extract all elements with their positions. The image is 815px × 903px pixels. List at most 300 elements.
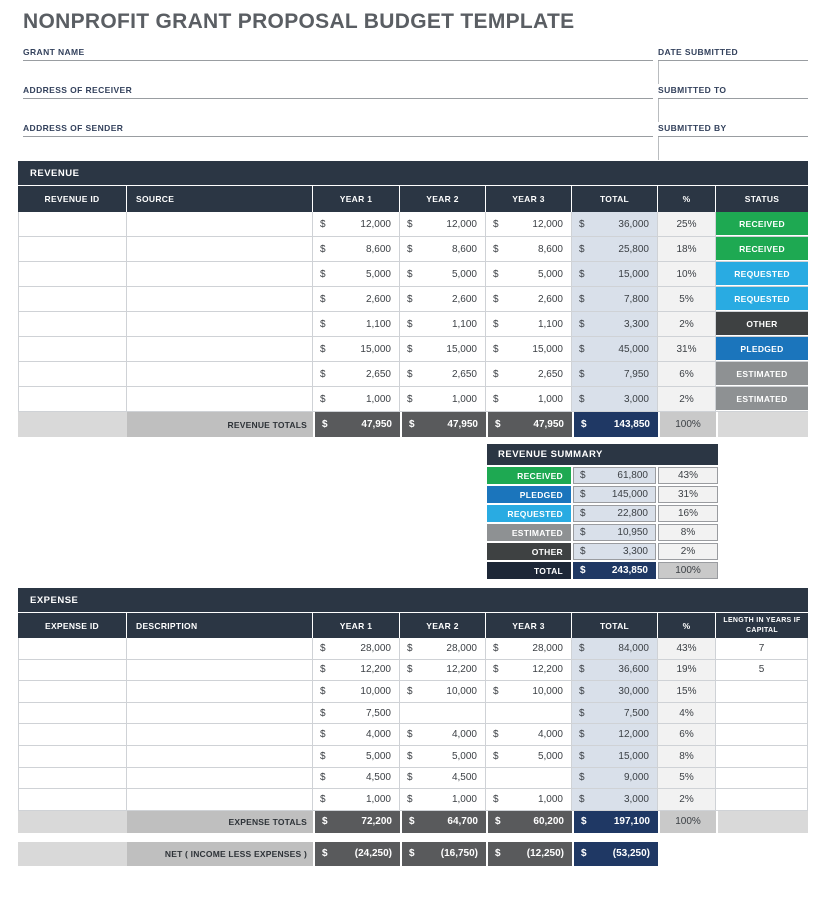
year2-cell[interactable] [400, 287, 486, 311]
amount: 2,600 [537, 293, 563, 305]
currency-symbol: $ [320, 664, 326, 676]
year3-cell[interactable] [486, 724, 572, 745]
revenue-id-cell[interactable] [18, 337, 127, 361]
amount: 197,100 [613, 816, 650, 828]
year1-cell[interactable] [313, 212, 400, 236]
summary-amount-cell [573, 562, 656, 579]
amount: (53,250) [612, 848, 650, 860]
currency-symbol: $ [493, 268, 499, 280]
address-of-receiver-input[interactable] [23, 99, 653, 122]
currency-symbol: $ [407, 268, 413, 280]
amount: 5,000 [537, 268, 563, 280]
totals-year2-cell [400, 412, 486, 437]
percent-cell: 6% [658, 724, 716, 745]
currency-symbol: $ [493, 642, 499, 654]
currency-symbol: $ [407, 664, 413, 676]
status-cell [716, 287, 808, 311]
currency-symbol: $ [579, 368, 585, 380]
summary-percent-cell: 8% [658, 524, 718, 541]
year3-cell[interactable] [486, 387, 572, 411]
currency-symbol: $ [493, 243, 499, 255]
description-cell[interactable] [127, 746, 313, 767]
amount: 45,000 [618, 343, 649, 355]
status-badge[interactable]: REQUESTED [716, 262, 808, 285]
currency-symbol: $ [409, 419, 415, 430]
amount: 143,850 [613, 419, 650, 430]
year2-cell[interactable] [400, 212, 486, 236]
totals-total-cell [572, 811, 658, 833]
amount: 145,000 [611, 489, 648, 500]
status-cell [716, 212, 808, 236]
field-row-grant-name [23, 47, 808, 84]
year3-cell[interactable] [486, 337, 572, 361]
currency-symbol: $ [579, 772, 585, 784]
expense-id-cell[interactable] [18, 703, 127, 724]
submitted-to-label: SUBMITTED TO [658, 85, 808, 99]
source-cell[interactable] [127, 312, 313, 336]
expense-id-cell[interactable] [18, 724, 127, 745]
description-cell[interactable] [127, 681, 313, 702]
currency-symbol: $ [493, 293, 499, 305]
col-header-year-2: YEAR 2 [400, 186, 486, 212]
status-badge[interactable]: PLEDGED [716, 337, 808, 360]
currency-symbol: $ [579, 707, 585, 719]
amount: 12,200 [446, 664, 477, 676]
total-cell [572, 660, 658, 681]
summary-percent-cell: 43% [658, 467, 718, 484]
year3-cell[interactable] [486, 768, 572, 789]
total-cell [572, 746, 658, 767]
address-of-receiver-label: ADDRESS OF RECEIVER [23, 85, 653, 99]
summary-total-row [487, 562, 718, 581]
amount: (16,750) [440, 848, 478, 860]
amount: (24,250) [354, 848, 392, 860]
year3-cell[interactable] [486, 212, 572, 236]
year2-cell[interactable] [400, 789, 486, 810]
expense-id-cell[interactable] [18, 768, 127, 789]
year1-cell[interactable] [313, 287, 400, 311]
currency-symbol: $ [579, 793, 585, 805]
currency-symbol: $ [495, 419, 501, 430]
amount: 36,000 [618, 218, 649, 230]
amount: 15,000 [446, 343, 477, 355]
year3-cell[interactable] [486, 237, 572, 261]
address-of-sender-input[interactable] [23, 137, 653, 160]
total-cell [572, 703, 658, 724]
year1-cell[interactable] [313, 387, 400, 411]
summary-percent-cell: 31% [658, 486, 718, 503]
totals-label: EXPENSE TOTALS [127, 811, 313, 833]
currency-symbol: $ [320, 343, 326, 355]
currency-symbol: $ [407, 642, 413, 654]
year2-cell[interactable] [400, 262, 486, 286]
summary-row [487, 505, 718, 524]
amount: 64,700 [447, 816, 478, 828]
year2-cell[interactable] [400, 746, 486, 767]
description-cell[interactable] [127, 703, 313, 724]
revenue-id-cell[interactable] [18, 387, 127, 411]
source-cell[interactable] [127, 212, 313, 236]
amount: 84,000 [618, 642, 649, 654]
revenue-id-cell[interactable] [18, 212, 127, 236]
total-cell [572, 724, 658, 745]
col-header-year-3: YEAR 3 [486, 186, 572, 212]
expense-id-cell[interactable] [18, 746, 127, 767]
totals-year2-cell [400, 811, 486, 833]
revenue-row [18, 262, 808, 287]
expense-id-cell[interactable] [18, 681, 127, 702]
expense-row [18, 660, 808, 682]
currency-symbol: $ [581, 816, 587, 828]
length-in-years-cell[interactable]: 5 [716, 660, 808, 681]
percent-cell: 25% [658, 212, 716, 236]
totals-status-spacer-cell [716, 412, 808, 437]
expense-id-cell[interactable] [18, 789, 127, 810]
source-cell[interactable] [127, 262, 313, 286]
expense-row [18, 724, 808, 746]
currency-symbol: $ [407, 729, 413, 741]
currency-symbol: $ [320, 685, 326, 697]
year1-cell[interactable] [313, 681, 400, 702]
year1-cell[interactable] [313, 703, 400, 724]
currency-symbol: $ [581, 848, 587, 860]
col-header-length-in-years: LENGTH IN YEARS IF CAPITAL [723, 617, 801, 634]
description-cell[interactable] [127, 724, 313, 745]
currency-symbol: $ [493, 393, 499, 405]
currency-symbol: $ [322, 848, 328, 860]
currency-symbol: $ [580, 508, 586, 519]
currency-symbol: $ [409, 848, 415, 860]
totals-year3-cell [486, 412, 572, 437]
year3-cell[interactable] [486, 789, 572, 810]
year1-cell[interactable] [313, 746, 400, 767]
date-submitted-label: DATE SUBMITTED [658, 47, 808, 61]
currency-symbol: $ [580, 470, 586, 481]
currency-symbol: $ [407, 368, 413, 380]
year1-cell[interactable] [313, 312, 400, 336]
amount: 7,950 [623, 368, 649, 380]
currency-symbol: $ [493, 368, 499, 380]
total-cell [572, 287, 658, 311]
amount: 7,800 [623, 293, 649, 305]
currency-symbol: $ [407, 772, 413, 784]
amount: 8,600 [451, 243, 477, 255]
amount: 9,000 [623, 772, 649, 784]
amount: 1,100 [451, 318, 477, 330]
currency-symbol: $ [580, 565, 586, 576]
source-cell[interactable] [127, 337, 313, 361]
status-badge[interactable]: ESTIMATED [716, 362, 808, 385]
summary-amount-cell [573, 467, 656, 484]
amount: 7,500 [623, 707, 649, 719]
currency-symbol: $ [407, 243, 413, 255]
amount: (12,250) [526, 848, 564, 860]
percent-cell: 5% [658, 768, 716, 789]
year3-cell[interactable] [486, 703, 572, 724]
currency-symbol: $ [493, 729, 499, 741]
currency-symbol: $ [322, 419, 328, 430]
currency-symbol: $ [493, 318, 499, 330]
col-header-total: TOTAL [572, 186, 658, 212]
year1-cell[interactable] [313, 789, 400, 810]
total-cell [572, 362, 658, 386]
percent-cell: 2% [658, 789, 716, 810]
expense-row [18, 746, 808, 768]
year2-cell[interactable] [400, 337, 486, 361]
year2-cell[interactable] [400, 703, 486, 724]
revenue-id-cell[interactable] [18, 237, 127, 261]
amount: 3,300 [622, 546, 648, 557]
amount: 47,950 [533, 419, 564, 430]
revenue-id-cell[interactable] [18, 362, 127, 386]
date-submitted-input[interactable] [658, 61, 808, 84]
currency-symbol: $ [493, 685, 499, 697]
summary-row [487, 486, 718, 505]
percent-cell: 18% [658, 237, 716, 261]
col-header-status: STATUS [744, 194, 780, 204]
currency-symbol: $ [493, 793, 499, 805]
expense-row [18, 789, 808, 811]
total-cell [572, 237, 658, 261]
percent-cell: 6% [658, 362, 716, 386]
revenue-table [18, 161, 808, 437]
year3-cell[interactable] [486, 746, 572, 767]
year2-cell[interactable] [400, 660, 486, 681]
status-badge[interactable]: RECEIVED [716, 212, 808, 235]
amount: 28,000 [446, 642, 477, 654]
year1-cell[interactable] [313, 237, 400, 261]
amount: 10,950 [617, 527, 648, 538]
currency-symbol: $ [580, 489, 586, 500]
revenue-row [18, 312, 808, 337]
totals-spacer-cell [18, 811, 127, 833]
summary-label: OTHER [487, 543, 571, 560]
length-in-years-cell[interactable] [716, 768, 808, 789]
status-badge[interactable]: RECEIVED [716, 237, 808, 260]
currency-symbol: $ [495, 816, 501, 828]
currency-symbol: $ [320, 750, 326, 762]
currency-symbol: $ [580, 527, 586, 538]
year3-cell[interactable] [486, 287, 572, 311]
length-in-years-cell[interactable] [716, 703, 808, 724]
amount: 8,600 [537, 243, 563, 255]
year2-cell[interactable] [400, 312, 486, 336]
header-fields [23, 47, 808, 160]
status-cell [716, 312, 808, 336]
amount: 4,000 [365, 729, 391, 741]
expense-rows [18, 638, 808, 811]
amount: 1,000 [537, 393, 563, 405]
revenue-id-cell[interactable] [18, 287, 127, 311]
currency-symbol: $ [320, 318, 326, 330]
currency-symbol: $ [320, 393, 326, 405]
amount: 12,000 [618, 729, 649, 741]
totals-spacer-cell [18, 412, 127, 437]
percent-cell: 31% [658, 337, 716, 361]
year3-cell[interactable] [486, 262, 572, 286]
year1-cell[interactable] [313, 262, 400, 286]
amount: 15,000 [360, 343, 391, 355]
currency-symbol: $ [579, 268, 585, 280]
description-cell[interactable] [127, 789, 313, 810]
amount: 1,000 [537, 793, 563, 805]
description-cell[interactable] [127, 660, 313, 681]
submitted-by-input[interactable] [658, 137, 808, 160]
status-badge[interactable]: ESTIMATED [716, 387, 808, 410]
total-cell [572, 681, 658, 702]
status-cell [716, 237, 808, 261]
year2-cell[interactable] [400, 768, 486, 789]
currency-symbol: $ [320, 642, 326, 654]
currency-symbol: $ [579, 664, 585, 676]
revenue-section-header: REVENUE [18, 161, 808, 186]
status-badge[interactable]: OTHER [716, 312, 808, 335]
currency-symbol: $ [320, 368, 326, 380]
summary-row [487, 524, 718, 543]
currency-symbol: $ [320, 218, 326, 230]
currency-symbol: $ [493, 218, 499, 230]
currency-symbol: $ [407, 343, 413, 355]
year3-cell[interactable] [486, 681, 572, 702]
currency-symbol: $ [579, 343, 585, 355]
page-title: NONPROFIT GRANT PROPOSAL BUDGET TEMPLATE [23, 10, 575, 33]
currency-symbol: $ [407, 393, 413, 405]
revenue-row [18, 212, 808, 237]
status-badge[interactable]: REQUESTED [716, 287, 808, 310]
col-header-source: SOURCE [127, 186, 313, 212]
length-in-years-cell[interactable]: 7 [716, 638, 808, 659]
amount: 5,000 [451, 268, 477, 280]
summary-amount-cell [573, 486, 656, 503]
description-cell[interactable] [127, 638, 313, 659]
currency-symbol: $ [407, 685, 413, 697]
year2-cell[interactable] [400, 237, 486, 261]
currency-symbol: $ [579, 729, 585, 741]
currency-symbol: $ [580, 546, 586, 557]
amount: 12,000 [446, 218, 477, 230]
year3-cell[interactable] [486, 660, 572, 681]
year3-cell[interactable] [486, 362, 572, 386]
submitted-to-input[interactable] [658, 99, 808, 122]
percent-cell: 8% [658, 746, 716, 767]
length-in-years-cell[interactable] [716, 746, 808, 767]
description-cell[interactable] [127, 768, 313, 789]
source-cell[interactable] [127, 237, 313, 261]
grant-name-input[interactable] [23, 61, 653, 84]
expense-column-header-row [18, 613, 808, 638]
year1-cell[interactable] [313, 638, 400, 659]
year2-cell[interactable] [400, 681, 486, 702]
amount: 15,000 [532, 343, 563, 355]
year1-cell[interactable] [313, 362, 400, 386]
amount: 47,950 [447, 419, 478, 430]
year3-cell[interactable] [486, 638, 572, 659]
total-cell [572, 212, 658, 236]
amount: 12,000 [532, 218, 563, 230]
amount: 2,650 [365, 368, 391, 380]
percent-cell: 10% [658, 262, 716, 286]
year1-cell[interactable] [313, 724, 400, 745]
amount: 10,000 [360, 685, 391, 697]
col-header-revenue-id: REVENUE ID [18, 186, 127, 212]
totals-year2-cell [400, 842, 486, 866]
amount: 2,600 [365, 293, 391, 305]
currency-symbol: $ [320, 243, 326, 255]
total-cell [572, 262, 658, 286]
source-cell[interactable] [127, 387, 313, 411]
currency-symbol: $ [493, 664, 499, 676]
source-cell[interactable] [127, 287, 313, 311]
currency-symbol: $ [407, 793, 413, 805]
length-in-years-cell[interactable] [716, 789, 808, 810]
status-cell [716, 362, 808, 386]
revenue-id-cell[interactable] [18, 262, 127, 286]
year1-cell[interactable] [313, 660, 400, 681]
amount: 8,600 [365, 243, 391, 255]
grant-name-label: GRANT NAME [23, 47, 653, 61]
amount: 2,650 [537, 368, 563, 380]
length-in-years-cell[interactable] [716, 724, 808, 745]
length-in-years-cell[interactable] [716, 681, 808, 702]
expense-id-cell[interactable] [18, 638, 127, 659]
expense-id-cell[interactable] [18, 660, 127, 681]
expense-row [18, 768, 808, 790]
revenue-row [18, 237, 808, 262]
currency-symbol: $ [581, 419, 587, 430]
col-header-year-2: YEAR 2 [400, 613, 486, 638]
totals-total-cell [572, 412, 658, 437]
address-of-sender-label: ADDRESS OF SENDER [23, 123, 653, 137]
currency-symbol: $ [493, 343, 499, 355]
year2-cell[interactable] [400, 362, 486, 386]
amount: 12,200 [532, 664, 563, 676]
revenue-summary-header: REVENUE SUMMARY [487, 444, 718, 467]
total-cell [572, 337, 658, 361]
col-header-percent: % [658, 613, 716, 638]
submitted-by-label: SUBMITTED BY [658, 123, 808, 137]
year1-cell[interactable] [313, 337, 400, 361]
col-header-description: DESCRIPTION [127, 613, 313, 638]
amount: 1,000 [365, 393, 391, 405]
year2-cell[interactable] [400, 638, 486, 659]
totals-label: NET ( INCOME LESS EXPENSES ) [127, 842, 313, 866]
summary-label: PLEDGED [487, 486, 571, 503]
amount: 1,000 [451, 393, 477, 405]
amount: 3,300 [623, 318, 649, 330]
amount: 1,000 [365, 793, 391, 805]
expense-section-header: EXPENSE [18, 588, 808, 613]
totals-year3-cell [486, 811, 572, 833]
summary-amount-cell [573, 524, 656, 541]
year2-cell[interactable] [400, 387, 486, 411]
summary-label: REQUESTED [487, 505, 571, 522]
amount: 7,500 [365, 707, 391, 719]
amount: 4,000 [537, 729, 563, 741]
year1-cell[interactable] [313, 768, 400, 789]
revenue-row [18, 387, 808, 412]
currency-symbol: $ [407, 318, 413, 330]
source-cell[interactable] [127, 362, 313, 386]
year3-cell[interactable] [486, 312, 572, 336]
amount: 5,000 [537, 750, 563, 762]
revenue-row [18, 362, 808, 387]
amount: 47,950 [361, 419, 392, 430]
summary-label: RECEIVED [487, 467, 571, 484]
year2-cell[interactable] [400, 724, 486, 745]
amount: 5,000 [365, 268, 391, 280]
currency-symbol: $ [493, 750, 499, 762]
revenue-id-cell[interactable] [18, 312, 127, 336]
